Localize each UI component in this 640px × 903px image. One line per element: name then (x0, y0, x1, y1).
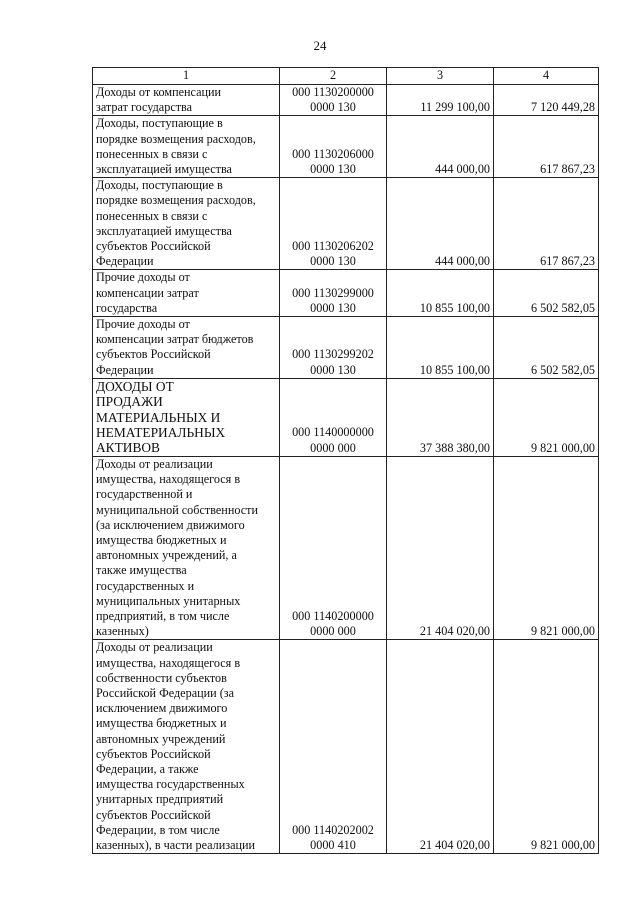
table-header-row (93, 68, 599, 85)
amount-actual-cell: 9 821 000,00 (494, 378, 599, 456)
revenue-name-cell: Доходы, поступающие в порядке возмещения расходов, понесенных в связи с эксплуатацией имущества (93, 116, 280, 178)
amount-actual-cell: 7 120 449,28 (494, 85, 599, 116)
classification-code-cell: 000 1140202002 0000 410 (280, 640, 387, 854)
amount-actual-cell: 6 502 582,05 (494, 317, 599, 379)
classification-code-cell: 000 1130206202 0000 130 (280, 178, 387, 270)
classification-code-cell: 000 1140000000 0000 000 (280, 378, 387, 456)
amount-planned-cell: 10 855 100,00 (387, 270, 494, 317)
classification-code-cell: 000 1130299202 0000 130 (280, 317, 387, 379)
revenue-name-cell: Доходы от реализации имущества, находящегося в государственной и муниципальной собственности (за исключением движимого имущества бюджетных и автономных учреждений, а также имущества государственных и муниципальных унитарных предприятий, в том числе казенных) (93, 456, 280, 639)
column-header-3: 3 (387, 68, 494, 85)
column-header-4: 4 (494, 68, 599, 85)
revenue-name-cell: Доходы от компенсации затрат государства (93, 85, 280, 116)
amount-planned-cell: 444 000,00 (387, 116, 494, 178)
amount-planned-cell: 21 404 020,00 (387, 456, 494, 639)
table-row (93, 317, 599, 379)
amount-actual-cell: 9 821 000,00 (494, 456, 599, 639)
table-row (93, 456, 599, 639)
amount-planned-cell: 444 000,00 (387, 178, 494, 270)
revenue-name-cell: Прочие доходы от компенсации затрат государства (93, 270, 280, 317)
revenue-name-cell: Доходы, поступающие в порядке возмещения расходов, понесенных в связи с эксплуатацией имущества субъектов Российской Федерации (93, 178, 280, 270)
revenue-name-cell: Прочие доходы от компенсации затрат бюджетов субъектов Российской Федерации (93, 317, 280, 379)
revenue-name-cell: ДОХОДЫ ОТ ПРОДАЖИ МАТЕРИАЛЬНЫХ И НЕМАТЕРИАЛЬНЫХ АКТИВОВ (93, 378, 280, 456)
page-number: 24 (313, 38, 327, 53)
amount-actual-cell: 6 502 582,05 (494, 270, 599, 317)
column-header-2: 2 (280, 68, 387, 85)
table-row (93, 85, 599, 116)
amount-planned-cell: 10 855 100,00 (387, 317, 494, 379)
table-row (93, 378, 599, 456)
table-row (93, 640, 599, 854)
amount-planned-cell: 37 388 380,00 (387, 378, 494, 456)
revenue-name-cell: Доходы от реализации имущества, находящегося в собственности субъектов Российской Федерации (за исключением движимого имущества бюджетных и автономных учреждений субъектов Российской Федерации, а также имущества государственных унитарных предприятий субъектов Российской Федерации, в том числе казенных), в части реализации (93, 640, 280, 854)
classification-code-cell: 000 1130200000 0000 130 (280, 85, 387, 116)
classification-code-cell: 000 1130206000 0000 130 (280, 116, 387, 178)
budget-revenue-table (92, 67, 599, 854)
column-header-1: 1 (93, 68, 280, 85)
amount-planned-cell: 11 299 100,00 (387, 85, 494, 116)
classification-code-cell: 000 1130299000 0000 130 (280, 270, 387, 317)
classification-code-cell: 000 1140200000 0000 000 (280, 456, 387, 639)
amount-planned-cell: 21 404 020,00 (387, 640, 494, 854)
amount-actual-cell: 9 821 000,00 (494, 640, 599, 854)
amount-actual-cell: 617 867,23 (494, 116, 599, 178)
table-row (93, 178, 599, 270)
table-row (93, 270, 599, 317)
table-row (93, 116, 599, 178)
amount-actual-cell: 617 867,23 (494, 178, 599, 270)
